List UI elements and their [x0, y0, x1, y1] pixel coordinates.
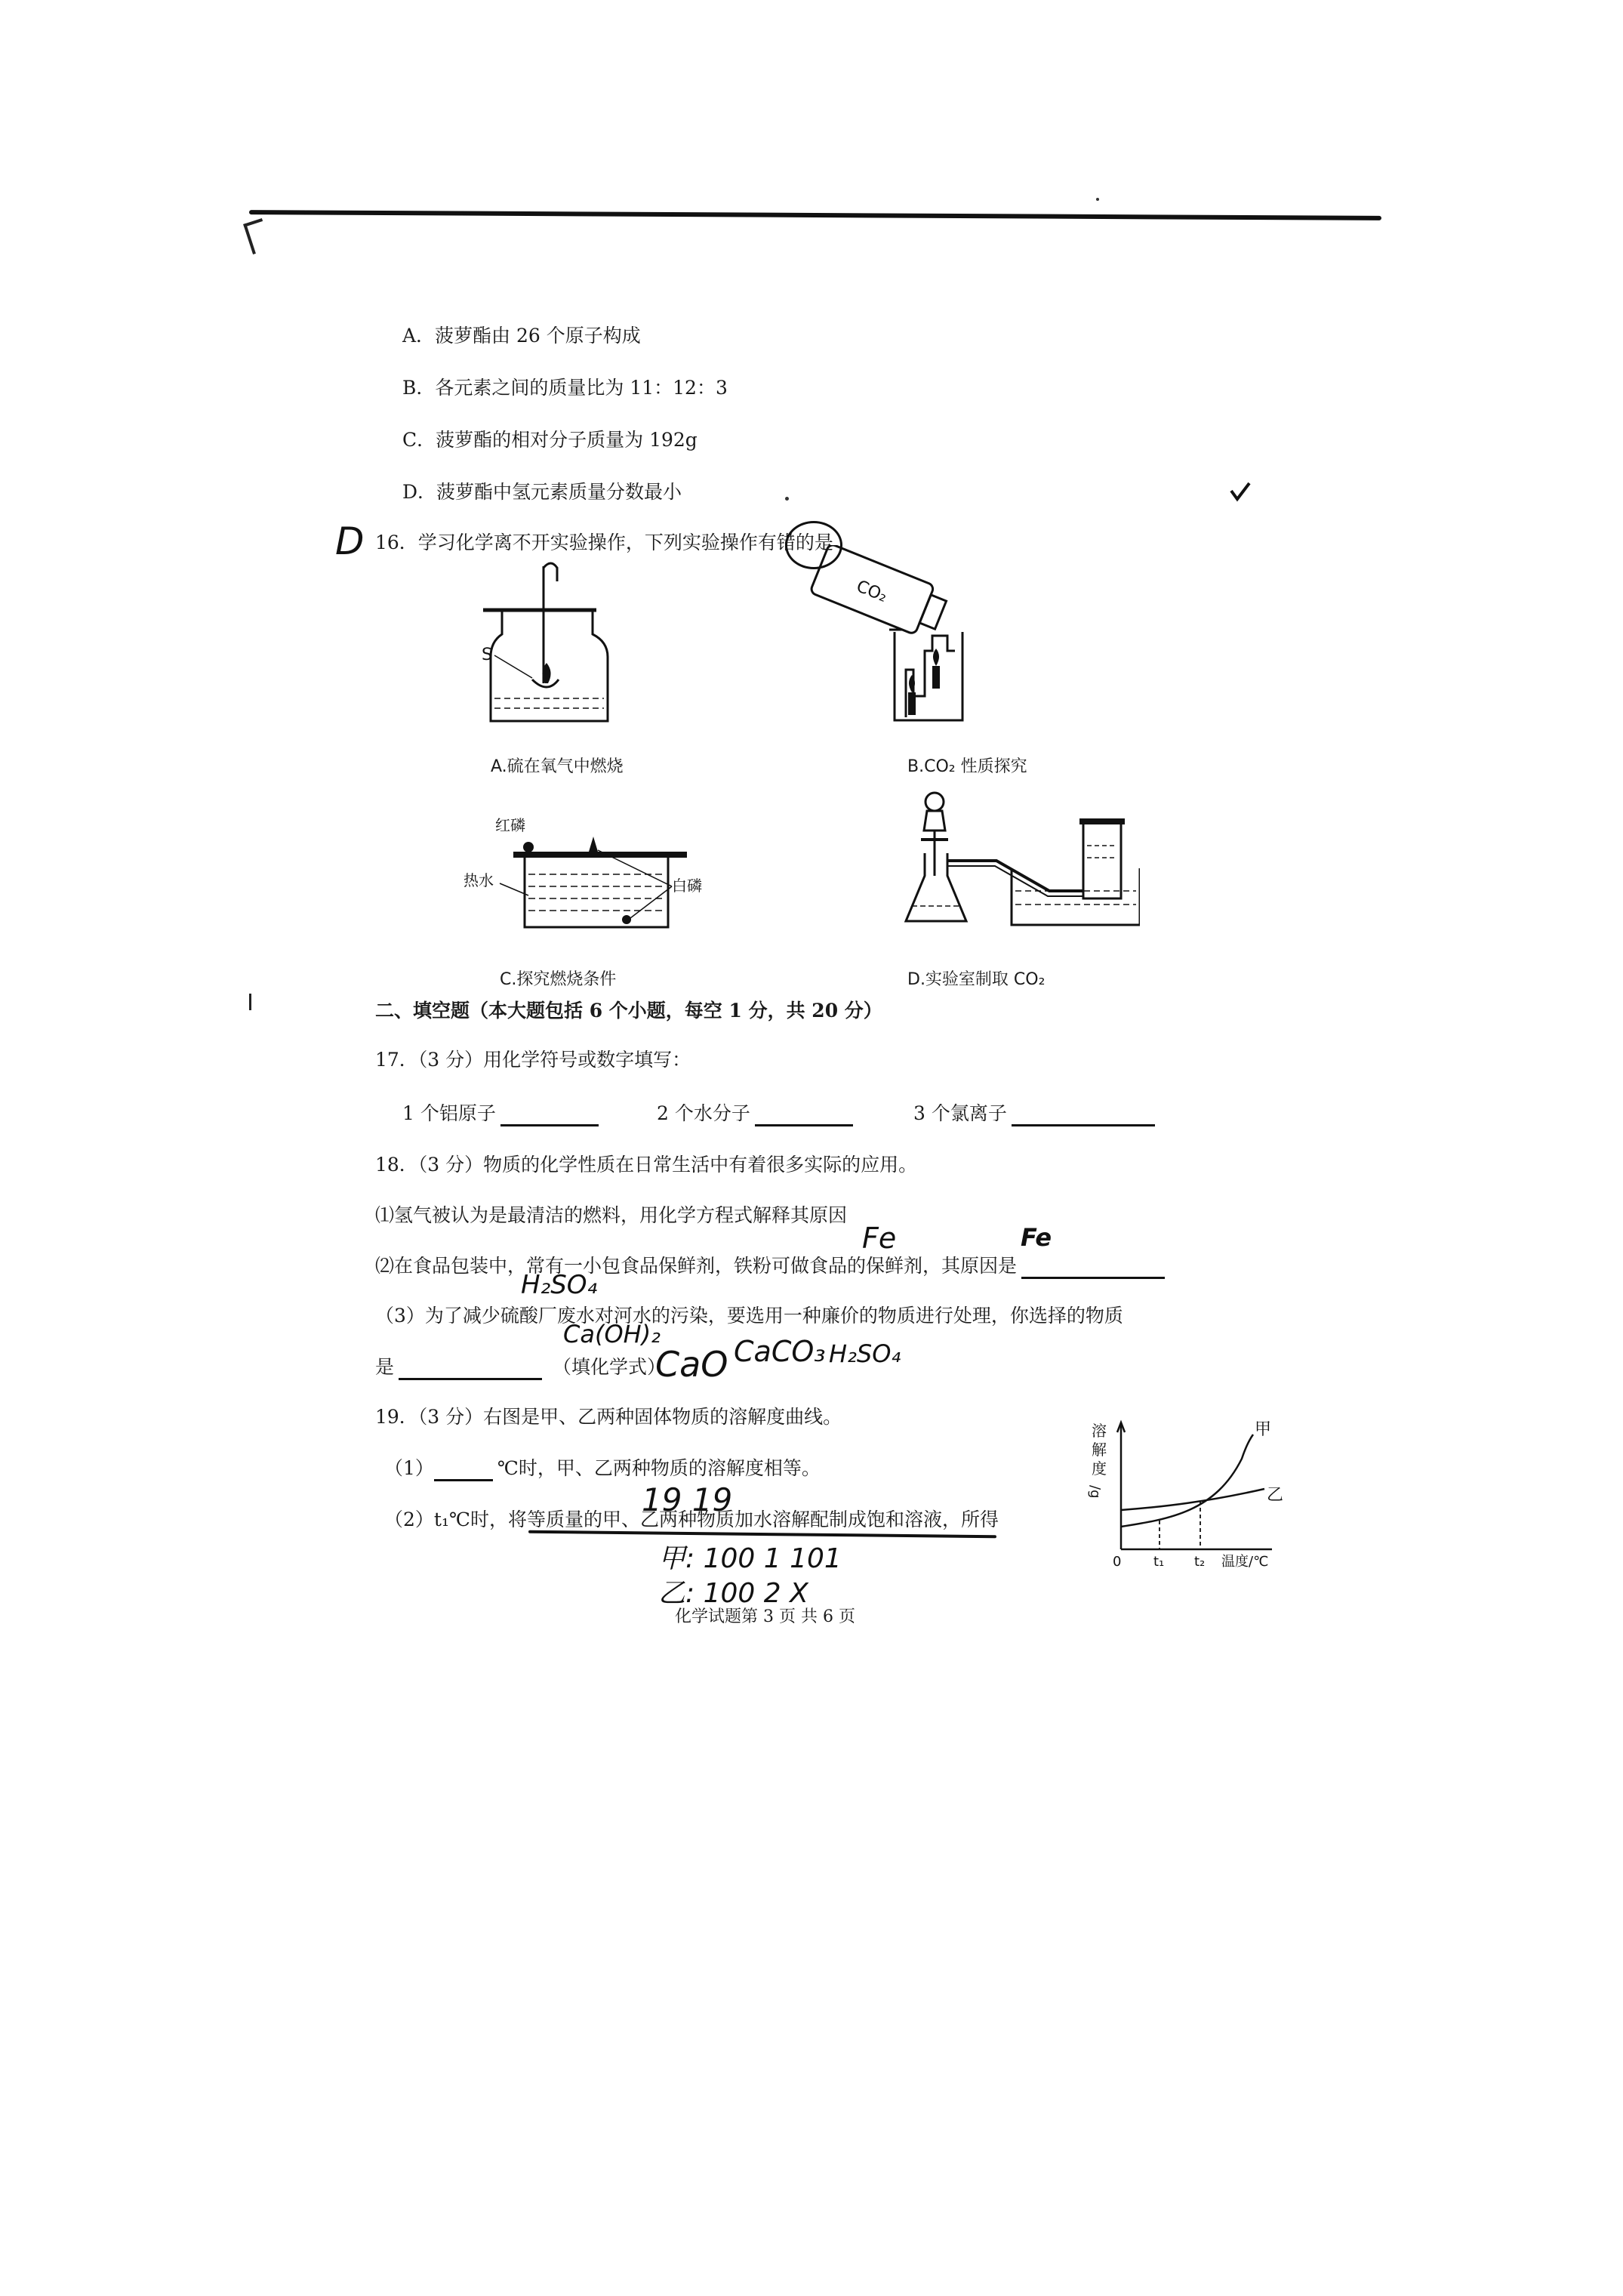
- q16-caption-d: D.实验室制取 CO₂: [907, 970, 1046, 989]
- scan-top-edge: [249, 210, 1381, 220]
- q18-part-1: ⑴氢气被认为是最清洁的燃料，用化学方程式解释其原因: [375, 1204, 848, 1226]
- q19-part-1: （1） ℃时，甲、乙两种物质的溶解度相等。: [384, 1456, 821, 1481]
- diagram-combustion-conditions: [453, 814, 702, 953]
- origin-label: 0: [1113, 1554, 1122, 1570]
- handwritten-row-1: 甲: 100 1 101: [658, 1543, 842, 1574]
- solubility-chart: [1087, 1413, 1283, 1575]
- label-sulfur: S: [482, 646, 492, 664]
- scan-margin-mark: [249, 994, 251, 1010]
- handwritten-fe: Fe: [862, 1222, 897, 1255]
- page-footer: 化学试题第 3 页 共 6 页: [675, 1607, 855, 1626]
- q17-item-3: 3 个氯离子: [913, 1101, 1155, 1126]
- q16-stem: 16．学习化学离不开实验操作，下列实验操作有错的是: [375, 532, 833, 553]
- q19-part-2: （2）t₁℃时，将等质量的甲、乙两种物质加水溶解配制成饱和溶液，所得: [384, 1509, 999, 1530]
- answer-blank[interactable]: [434, 1459, 493, 1481]
- answer-blank[interactable]: [399, 1358, 542, 1380]
- q15-option-b: B．各元素之间的质量比为 11：12：3: [402, 377, 728, 399]
- answer-blank[interactable]: [500, 1105, 599, 1126]
- handwritten-answer-16: D: [335, 519, 365, 563]
- scan-corner-mark: [243, 218, 272, 254]
- q15-option-c: C．菠萝酯的相对分子质量为 192g: [402, 429, 698, 451]
- handwritten-h2so4-b: H₂SO₄: [829, 1339, 901, 1368]
- handwritten-caco3: CaCO₃: [734, 1335, 826, 1368]
- handwritten-row-2: 乙: 100 2 X: [658, 1578, 808, 1609]
- diagram-sulfur-burning: [468, 559, 634, 735]
- handwritten-numbers: 19 19: [642, 1481, 733, 1518]
- section-2-heading: 二、填空题（本大题包括 6 个小题，每空 1 分，共 20 分）: [375, 1000, 882, 1022]
- curve-yi: [1121, 1489, 1264, 1510]
- q19-stem: 19．（3 分）右图是甲、乙两种固体物质的溶解度曲线。: [375, 1406, 842, 1428]
- check-mark: [1229, 480, 1252, 506]
- y-label-3: 度: [1092, 1459, 1107, 1478]
- answer-blank[interactable]: [1021, 1257, 1165, 1279]
- y-label-2: 解: [1092, 1441, 1107, 1459]
- tick-t1: t₁: [1153, 1554, 1165, 1570]
- handwritten-h2so4: H₂SO₄: [521, 1270, 598, 1300]
- q18-stem: 18．（3 分）物质的化学性质在日常生活中有着很多实际的应用。: [375, 1154, 918, 1176]
- label-hot-water: 热水: [463, 871, 494, 889]
- q17-item-1: 1 个铝原子: [402, 1101, 599, 1126]
- handwritten-fe-2: Fe: [1021, 1223, 1052, 1252]
- diagram-co2-preparation: [898, 785, 1140, 939]
- scan-speck: [1096, 198, 1099, 201]
- q15-option-a: A．菠萝酯由 26 个原子构成: [402, 325, 641, 347]
- label-co2: CO₂: [853, 577, 890, 607]
- answer-blank[interactable]: [755, 1105, 853, 1126]
- answer-blank[interactable]: [1012, 1105, 1155, 1126]
- q17-stem: 17．（3 分）用化学符号或数字填写：: [375, 1049, 691, 1071]
- q18-part-3b: 是 （填化学式）: [375, 1354, 666, 1380]
- x-axis-label: 温度/℃: [1221, 1554, 1269, 1570]
- handwritten-cao: CaO: [655, 1344, 728, 1385]
- q16-caption-b: B.CO₂ 性质探究: [907, 757, 1027, 776]
- q18-part-3: （3）为了减少硫酸厂废水对河水的污染，要选用一种廉价的物质进行处理，你选择的物质: [375, 1305, 1123, 1327]
- scan-speck: [785, 497, 789, 501]
- q17-item-2: 2 个水分子: [657, 1101, 853, 1126]
- q16-caption-c: C.探究燃烧条件: [500, 970, 617, 989]
- q15-option-d: D．菠萝酯中氢元素质量分数最小: [402, 481, 682, 503]
- series-yi-label: 乙: [1267, 1486, 1283, 1505]
- label-white-p: 白磷: [672, 877, 702, 895]
- series-jia-label: 甲: [1255, 1420, 1272, 1439]
- y-label-unit: /g: [1087, 1485, 1103, 1499]
- q16-caption-a: A.硫在氧气中燃烧: [491, 757, 624, 776]
- diagram-co2-property: [800, 545, 1004, 737]
- handwritten-caoh2: Ca(OH)₂: [563, 1320, 661, 1348]
- curve-jia: [1121, 1435, 1253, 1527]
- q18-part-2: ⑵在食品包装中，常有一小包食品保鲜剂，铁粉可做食品的保鲜剂，其原因是: [375, 1253, 1165, 1279]
- label-red-p: 红磷: [495, 816, 525, 834]
- y-label-1: 溶: [1092, 1422, 1107, 1440]
- tick-t2: t₂: [1194, 1554, 1206, 1570]
